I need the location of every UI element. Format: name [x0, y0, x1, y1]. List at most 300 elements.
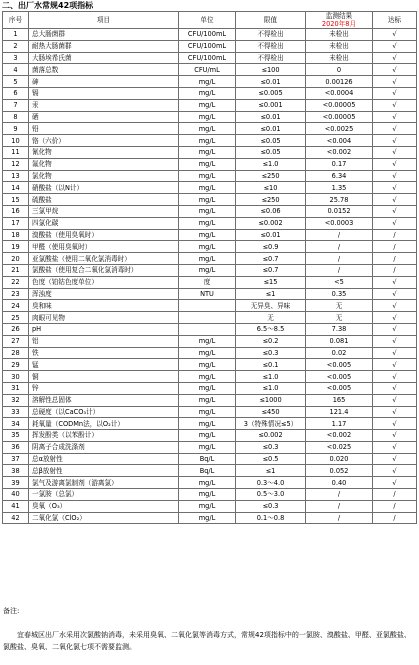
header-result-label: 监测结果: [325, 12, 353, 20]
table-row: [3, 347, 417, 359]
cell-index: 22: [3, 276, 29, 288]
cell-limit: ≤0.3: [236, 441, 306, 453]
cell-unit: mg/L: [179, 394, 236, 406]
table-row: [3, 253, 417, 265]
cell-pass: √: [373, 205, 417, 217]
table-row: [3, 217, 417, 229]
cell-pass: √: [373, 347, 417, 359]
cell-result: 未检出: [306, 40, 373, 52]
cell-limit: 不得检出: [236, 29, 306, 41]
cell-pass: √: [373, 99, 417, 111]
cell-unit: mg/L: [179, 335, 236, 347]
cell-result: 0.020: [306, 453, 373, 465]
cell-limit: 6.5～8.5: [236, 323, 306, 335]
cell-limit: 不得检出: [236, 40, 306, 52]
cell-pass: √: [373, 52, 417, 64]
cell-unit: mg/L: [179, 382, 236, 394]
cell-pass: /: [373, 229, 417, 241]
cell-item: 硝酸盐（以N计）: [29, 182, 179, 194]
cell-pass: √: [373, 441, 417, 453]
cell-unit: mg/L: [179, 158, 236, 170]
cell-pass: √: [373, 87, 417, 99]
cell-unit: mg/L: [179, 76, 236, 88]
cell-result: 0.17: [306, 158, 373, 170]
table-row: [3, 76, 417, 88]
cell-result: <0.002: [306, 146, 373, 158]
cell-result: /: [306, 264, 373, 276]
cell-item: 硒: [29, 111, 179, 123]
cell-result: <0.0003: [306, 217, 373, 229]
cell-limit: ≤0.01: [236, 111, 306, 123]
date-badge: 2020年8月: [321, 20, 357, 28]
cell-pass: √: [373, 382, 417, 394]
cell-unit: mg/L: [179, 512, 236, 524]
cell-item: 一氯胺（总氯）: [29, 489, 179, 501]
cell-unit: mg/L: [179, 489, 236, 501]
cell-index: 33: [3, 406, 29, 418]
cell-result: /: [306, 229, 373, 241]
cell-pass: √: [373, 194, 417, 206]
table-row: [3, 123, 417, 135]
cell-item: 臭氧（O₃）: [29, 500, 179, 512]
cell-result: 1.17: [306, 418, 373, 430]
cell-index: 13: [3, 170, 29, 182]
cell-unit: Bq/L: [179, 465, 236, 477]
cell-index: 15: [3, 194, 29, 206]
cell-limit: ≤100: [236, 64, 306, 76]
cell-item: 溶解性总固体: [29, 394, 179, 406]
cell-index: 6: [3, 87, 29, 99]
cell-item: 汞: [29, 99, 179, 111]
table-row: [3, 371, 417, 383]
table-row: [3, 205, 417, 217]
cell-unit: mg/L: [179, 146, 236, 158]
cell-index: 18: [3, 229, 29, 241]
cell-pass: √: [373, 29, 417, 41]
cell-item: 氯酸盐（使用复合二氧化氯消毒时）: [29, 264, 179, 276]
cell-result: <0.002: [306, 430, 373, 442]
cell-item: 阴离子合成洗涤剂: [29, 441, 179, 453]
cell-item: 锰: [29, 359, 179, 371]
cell-result: <0.025: [306, 441, 373, 453]
table-row: [3, 300, 417, 312]
cell-index: 12: [3, 158, 29, 170]
cell-index: 17: [3, 217, 29, 229]
cell-pass: √: [373, 170, 417, 182]
cell-result: 0.00126: [306, 76, 373, 88]
table-row: [3, 99, 417, 111]
table-row: [3, 135, 417, 147]
table-header-row: [3, 12, 417, 29]
table-row: [3, 406, 417, 418]
cell-pass: /: [373, 253, 417, 265]
cell-result: <0.0025: [306, 123, 373, 135]
cell-result: <0.004: [306, 135, 373, 147]
cell-unit: mg/L: [179, 87, 236, 99]
cell-result: 1.35: [306, 182, 373, 194]
cell-unit: mg/L: [179, 406, 236, 418]
table-row: [3, 394, 417, 406]
cell-unit: CFU/mL: [179, 64, 236, 76]
cell-index: 16: [3, 205, 29, 217]
cell-limit: ≤0.002: [236, 430, 306, 442]
table-row: [3, 229, 417, 241]
cell-unit: Bq/L: [179, 453, 236, 465]
cell-item: 肉眼可见物: [29, 312, 179, 324]
cell-limit: ≤1.0: [236, 158, 306, 170]
table-row: [3, 111, 417, 123]
cell-pass: √: [373, 394, 417, 406]
cell-unit: [179, 323, 236, 335]
cell-unit: mg/L: [179, 241, 236, 253]
cell-index: 40: [3, 489, 29, 501]
cell-unit: 度: [179, 276, 236, 288]
cell-pass: √: [373, 418, 417, 430]
cell-unit: mg/L: [179, 111, 236, 123]
cell-item: 铜: [29, 371, 179, 383]
cell-unit: mg/L: [179, 217, 236, 229]
water-quality-table: [2, 11, 417, 524]
cell-index: 1: [3, 29, 29, 41]
notes-text: 宜春城区出厂水采用次氯酸钠消毒，未采用臭氧、二氧化氯等消毒方式，常规42项指标中的一氯胺、溴酸盐、甲醛、亚氯酸盐、氯酸盐、臭氧、二氧化氯七项不需要监测。: [3, 631, 411, 651]
cell-limit: ≤0.001: [236, 99, 306, 111]
cell-limit: ≤1: [236, 288, 306, 300]
cell-limit: ≤0.7: [236, 253, 306, 265]
cell-result: 0.35: [306, 288, 373, 300]
table-row: [3, 182, 417, 194]
cell-pass: √: [373, 146, 417, 158]
cell-item: 氟化物: [29, 158, 179, 170]
table-row: [3, 382, 417, 394]
cell-unit: mg/L: [179, 229, 236, 241]
table-row: [3, 477, 417, 489]
cell-index: 37: [3, 453, 29, 465]
cell-item: 氰化物: [29, 146, 179, 158]
cell-pass: √: [373, 477, 417, 489]
cell-item: 砷: [29, 76, 179, 88]
cell-unit: mg/L: [179, 253, 236, 265]
cell-item: 二氧化氯（ClO₂）: [29, 512, 179, 524]
header-result: [306, 12, 373, 29]
cell-item: 菌落总数: [29, 64, 179, 76]
cell-limit: ≤0.05: [236, 146, 306, 158]
table-row: [3, 512, 417, 524]
cell-index: 35: [3, 430, 29, 442]
cell-index: 39: [3, 477, 29, 489]
cell-pass: √: [373, 76, 417, 88]
cell-pass: √: [373, 453, 417, 465]
cell-limit: ≤1.0: [236, 371, 306, 383]
cell-index: 29: [3, 359, 29, 371]
cell-item: 总硬度（以CaCO₃计）: [29, 406, 179, 418]
cell-unit: CFU/100mL: [179, 40, 236, 52]
table-row: [3, 418, 417, 430]
cell-pass: √: [373, 430, 417, 442]
cell-index: 31: [3, 382, 29, 394]
cell-item: 甲醛（使用臭氧时）: [29, 241, 179, 253]
cell-result: <5: [306, 276, 373, 288]
cell-item: 色度（铂钴色度单位）: [29, 276, 179, 288]
table-row: [3, 40, 417, 52]
header-unit: 单位: [179, 12, 236, 29]
cell-limit: ≤0.9: [236, 241, 306, 253]
cell-result: 未检出: [306, 52, 373, 64]
cell-pass: /: [373, 512, 417, 524]
cell-pass: /: [373, 489, 417, 501]
cell-unit: mg/L: [179, 430, 236, 442]
table-row: [3, 194, 417, 206]
cell-limit: 无异臭、异味: [236, 300, 306, 312]
cell-limit: ≤0.5: [236, 453, 306, 465]
cell-item: 总大肠菌群: [29, 29, 179, 41]
cell-pass: √: [373, 323, 417, 335]
cell-pass: √: [373, 217, 417, 229]
cell-pass: √: [373, 182, 417, 194]
cell-limit: ≤0.3: [236, 347, 306, 359]
table-row: [3, 489, 417, 501]
table-row: [3, 441, 417, 453]
cell-item: 挥发酚类（以苯酚计）: [29, 430, 179, 442]
cell-item: pH: [29, 323, 179, 335]
cell-limit: ≤250: [236, 194, 306, 206]
cell-item: 锌: [29, 382, 179, 394]
cell-pass: √: [373, 288, 417, 300]
table-row: [3, 264, 417, 276]
cell-unit: CFU/100mL: [179, 52, 236, 64]
cell-result: 0.0152: [306, 205, 373, 217]
cell-unit: mg/L: [179, 477, 236, 489]
cell-item: 耐热大肠菌群: [29, 40, 179, 52]
cell-item: 铁: [29, 347, 179, 359]
cell-unit: mg/L: [179, 182, 236, 194]
cell-unit: mg/L: [179, 205, 236, 217]
cell-index: 3: [3, 52, 29, 64]
cell-unit: mg/L: [179, 170, 236, 182]
header-index: 序号: [3, 12, 29, 29]
cell-item: 臭和味: [29, 300, 179, 312]
cell-limit: ≤450: [236, 406, 306, 418]
cell-limit: ≤1: [236, 465, 306, 477]
cell-result: 未检出: [306, 29, 373, 41]
table-row: [3, 465, 417, 477]
cell-index: 9: [3, 123, 29, 135]
cell-unit: mg/L: [179, 347, 236, 359]
cell-result: 121.4: [306, 406, 373, 418]
cell-unit: [179, 312, 236, 324]
cell-item: 四氯化碳: [29, 217, 179, 229]
cell-result: 0.40: [306, 477, 373, 489]
cell-result: /: [306, 500, 373, 512]
cell-item: 三氯甲烷: [29, 205, 179, 217]
cell-item: 亚氯酸盐（使用二氧化氯消毒时）: [29, 253, 179, 265]
table-row: [3, 312, 417, 324]
cell-limit: 0.5～3.0: [236, 489, 306, 501]
cell-index: 19: [3, 241, 29, 253]
cell-unit: mg/L: [179, 418, 236, 430]
cell-limit: ≤15: [236, 276, 306, 288]
cell-pass: /: [373, 241, 417, 253]
cell-limit: ≤0.01: [236, 123, 306, 135]
cell-unit: NTU: [179, 288, 236, 300]
cell-index: 32: [3, 394, 29, 406]
cell-index: 4: [3, 64, 29, 76]
cell-pass: √: [373, 359, 417, 371]
cell-index: 30: [3, 371, 29, 383]
cell-limit: ≤0.002: [236, 217, 306, 229]
table-row: [3, 64, 417, 76]
cell-index: 38: [3, 465, 29, 477]
cell-limit: ≤0.1: [236, 359, 306, 371]
table-row: [3, 323, 417, 335]
cell-item: 氯化物: [29, 170, 179, 182]
cell-result: 0.081: [306, 335, 373, 347]
cell-item: 铬（六价）: [29, 135, 179, 147]
table-row: [3, 87, 417, 99]
cell-unit: mg/L: [179, 500, 236, 512]
cell-limit: ≤1000: [236, 394, 306, 406]
cell-result: /: [306, 512, 373, 524]
cell-index: 2: [3, 40, 29, 52]
cell-result: <0.005: [306, 371, 373, 383]
notes-label: 备注:: [3, 607, 20, 615]
cell-pass: √: [373, 40, 417, 52]
cell-limit: ≤0.06: [236, 205, 306, 217]
header-item: 项目: [29, 12, 179, 29]
cell-limit: ≤1.0: [236, 382, 306, 394]
cell-unit: CFU/100mL: [179, 29, 236, 41]
cell-limit: 不得检出: [236, 52, 306, 64]
cell-result: 无: [306, 300, 373, 312]
cell-pass: √: [373, 276, 417, 288]
cell-pass: √: [373, 64, 417, 76]
cell-index: 7: [3, 99, 29, 111]
cell-pass: √: [373, 371, 417, 383]
cell-item: 氯气及游离氯制剂（游离氯）: [29, 477, 179, 489]
cell-limit: 无: [236, 312, 306, 324]
cell-limit: ≤0.05: [236, 135, 306, 147]
cell-item: 溴酸盐（使用臭氧时）: [29, 229, 179, 241]
cell-pass: /: [373, 500, 417, 512]
cell-result: <0.005: [306, 382, 373, 394]
table-row: [3, 241, 417, 253]
cell-unit: mg/L: [179, 123, 236, 135]
cell-item: 硫酸盐: [29, 194, 179, 206]
cell-item: 耗氧量（CODMn法，以O₂计）: [29, 418, 179, 430]
cell-limit: ≤0.2: [236, 335, 306, 347]
cell-index: 28: [3, 347, 29, 359]
cell-result: <0.00005: [306, 99, 373, 111]
cell-result: 0.02: [306, 347, 373, 359]
cell-unit: mg/L: [179, 99, 236, 111]
cell-index: 36: [3, 441, 29, 453]
cell-index: 27: [3, 335, 29, 347]
header-pass: 达标: [373, 12, 417, 29]
table-row: [3, 288, 417, 300]
cell-pass: √: [373, 123, 417, 135]
table-row: [3, 500, 417, 512]
section-heading: 二、出厂水常规42项指标: [2, 1, 94, 10]
cell-result: /: [306, 489, 373, 501]
table-row: [3, 29, 417, 41]
cell-result: 165: [306, 394, 373, 406]
cell-unit: [179, 300, 236, 312]
cell-result: 无: [306, 312, 373, 324]
cell-pass: √: [373, 312, 417, 324]
cell-item: 铅: [29, 123, 179, 135]
cell-index: 21: [3, 264, 29, 276]
cell-index: 25: [3, 312, 29, 324]
cell-index: 23: [3, 288, 29, 300]
cell-index: 11: [3, 146, 29, 158]
cell-pass: √: [373, 135, 417, 147]
cell-pass: √: [373, 406, 417, 418]
table-row: [3, 52, 417, 64]
cell-result: 7.38: [306, 323, 373, 335]
cell-index: 24: [3, 300, 29, 312]
cell-limit: ≤0.3: [236, 500, 306, 512]
cell-index: 5: [3, 76, 29, 88]
cell-limit: ≤0.005: [236, 87, 306, 99]
cell-index: 8: [3, 111, 29, 123]
cell-unit: mg/L: [179, 371, 236, 383]
cell-item: 总β放射性: [29, 465, 179, 477]
cell-pass: √: [373, 335, 417, 347]
table-row: [3, 359, 417, 371]
cell-index: 41: [3, 500, 29, 512]
cell-result: /: [306, 253, 373, 265]
cell-result: /: [306, 241, 373, 253]
cell-limit: 0.1～0.8: [236, 512, 306, 524]
cell-unit: mg/L: [179, 135, 236, 147]
cell-item: 铝: [29, 335, 179, 347]
cell-item: 浑浊度: [29, 288, 179, 300]
cell-index: 14: [3, 182, 29, 194]
table-row: [3, 276, 417, 288]
cell-unit: mg/L: [179, 264, 236, 276]
cell-index: 20: [3, 253, 29, 265]
cell-pass: /: [373, 264, 417, 276]
table-row: [3, 146, 417, 158]
cell-pass: √: [373, 111, 417, 123]
cell-item: 大肠埃希氏菌: [29, 52, 179, 64]
cell-unit: mg/L: [179, 441, 236, 453]
table-row: [3, 453, 417, 465]
cell-index: 10: [3, 135, 29, 147]
cell-result: <0.00005: [306, 111, 373, 123]
cell-index: 34: [3, 418, 29, 430]
cell-pass: √: [373, 300, 417, 312]
cell-result: 6.34: [306, 170, 373, 182]
table-row: [3, 430, 417, 442]
table-row: [3, 335, 417, 347]
cell-index: 42: [3, 512, 29, 524]
cell-result: <0.005: [306, 359, 373, 371]
cell-limit: 3（特殊情况≤5）: [236, 418, 306, 430]
cell-limit: ≤0.01: [236, 76, 306, 88]
cell-pass: √: [373, 465, 417, 477]
cell-item: 镉: [29, 87, 179, 99]
table-row: [3, 170, 417, 182]
cell-limit: 0.3～4.0: [236, 477, 306, 489]
cell-limit: ≤0.7: [236, 264, 306, 276]
cell-limit: ≤10: [236, 182, 306, 194]
cell-result: <0.0004: [306, 87, 373, 99]
cell-result: 0.052: [306, 465, 373, 477]
cell-item: 总α放射性: [29, 453, 179, 465]
header-limit: 限值: [236, 12, 306, 29]
cell-limit: ≤250: [236, 170, 306, 182]
table-row: [3, 158, 417, 170]
